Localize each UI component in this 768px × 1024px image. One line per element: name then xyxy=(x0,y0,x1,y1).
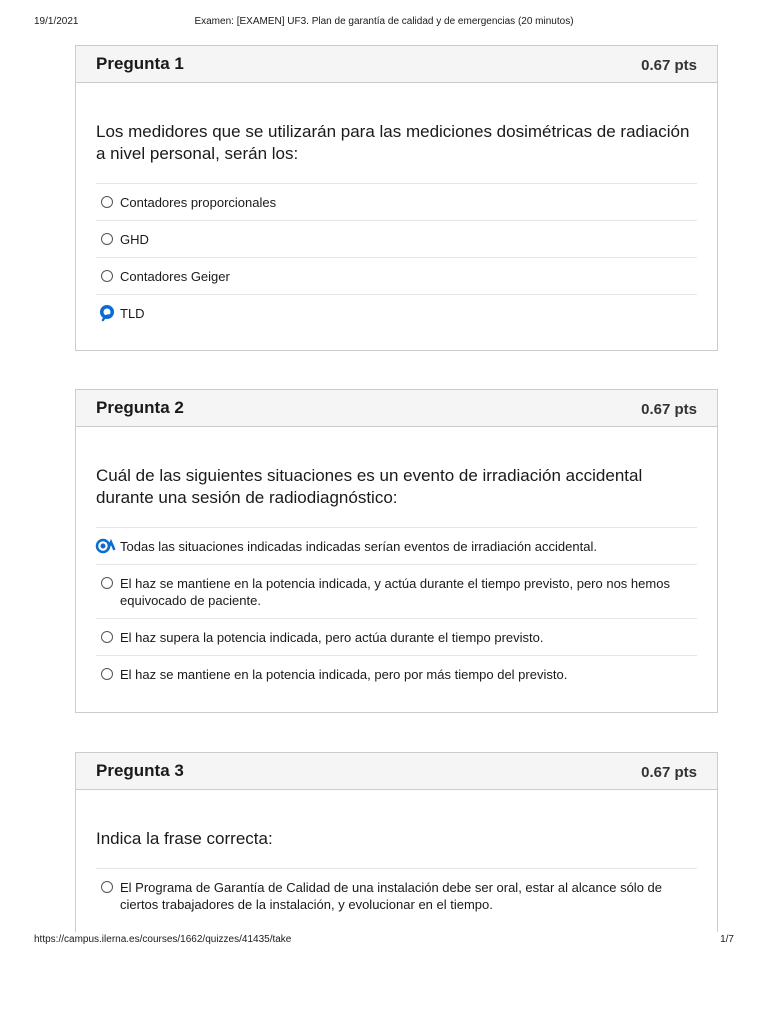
answer-option[interactable] xyxy=(96,656,697,692)
answer-label: El Programa de Garantía de Calidad de una instalación debe ser oral, estar al alcance sólo de ciertos trabajadores de la instalación, y evolucionar en el tiempo. xyxy=(120,880,662,912)
print-url: https://campus.ilerna.es/courses/1662/quizzes/41435/take xyxy=(34,934,292,945)
answer-label: El haz se mantiene en la potencia indicada, pero por más tiempo del previsto. xyxy=(120,667,568,682)
radio-button[interactable] xyxy=(101,668,113,680)
print-footer xyxy=(34,934,734,948)
answer-label: Contadores Geiger xyxy=(120,269,230,284)
answer-label: Todas las situaciones indicadas indicadas serían eventos de irradiación accidental. xyxy=(120,539,597,554)
page-number: 1/7 xyxy=(720,934,734,945)
answer-option-selected[interactable] xyxy=(96,295,697,331)
answer-label: El haz se mantiene en la potencia indicada, y actúa durante el tiempo previsto, pero nos hemos equivocado de paciente. xyxy=(120,576,670,608)
radio-button[interactable] xyxy=(101,270,113,282)
answer-list xyxy=(96,527,697,692)
selected-answer-icon xyxy=(92,535,118,557)
answer-list xyxy=(96,868,697,922)
print-date: 19/1/2021 xyxy=(34,16,79,27)
answer-option[interactable] xyxy=(96,258,697,295)
question-text: Cuál de las siguientes situaciones es un evento de irradiación accidental durante una sesión de radiodiagnóstico: xyxy=(96,466,643,507)
answer-option[interactable] xyxy=(96,869,697,922)
question-header xyxy=(76,46,717,83)
question-2 xyxy=(75,389,718,713)
question-points: 0.67 pts xyxy=(641,401,697,418)
radio-button[interactable] xyxy=(101,881,113,893)
answer-option[interactable] xyxy=(96,221,697,258)
question-points: 0.67 pts xyxy=(641,764,697,781)
question-title: Pregunta 3 xyxy=(96,761,184,780)
question-title: Pregunta 2 xyxy=(96,398,184,417)
question-header xyxy=(76,390,717,427)
print-header xyxy=(34,16,734,30)
print-page-title: Examen: [EXAMEN] UF3. Plan de garantía de calidad y de emergencias (20 minutos) xyxy=(194,16,574,27)
question-title: Pregunta 1 xyxy=(96,54,184,73)
question-text: Indica la frase correcta: xyxy=(96,829,273,848)
radio-button[interactable] xyxy=(101,233,113,245)
question-points: 0.67 pts xyxy=(641,57,697,74)
answer-list xyxy=(96,183,697,331)
question-3 xyxy=(75,752,718,932)
selected-answer-icon xyxy=(97,302,119,324)
answer-option-selected[interactable] xyxy=(96,528,697,565)
answer-option[interactable] xyxy=(96,184,697,221)
question-1 xyxy=(75,45,718,351)
answer-label: GHD xyxy=(120,232,149,247)
question-header xyxy=(76,753,717,790)
radio-button[interactable] xyxy=(101,577,113,589)
answer-label: TLD xyxy=(120,306,145,321)
radio-button[interactable] xyxy=(101,196,113,208)
answer-option[interactable] xyxy=(96,565,697,619)
question-text: Los medidores que se utilizarán para las mediciones dosimétricas de radiación a nivel personal, serán los: xyxy=(96,122,690,163)
answer-label: El haz supera la potencia indicada, pero actúa durante el tiempo previsto. xyxy=(120,630,544,645)
answer-label: Contadores proporcionales xyxy=(120,195,277,210)
answer-option[interactable] xyxy=(96,619,697,656)
radio-button[interactable] xyxy=(101,631,113,643)
